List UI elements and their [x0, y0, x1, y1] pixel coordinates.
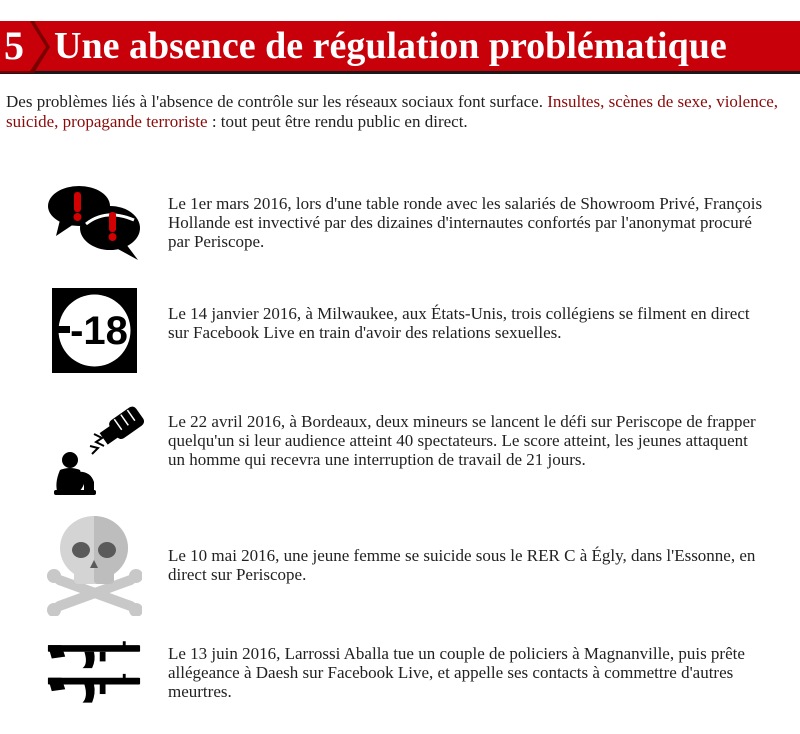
list-item: [0, 286, 800, 376]
header-shadow: [0, 71, 800, 74]
intro-paragraph: [6, 92, 786, 132]
intro-text: Des problèmes liés à l'absence de contrôle sur les réseaux sociaux font surface.: [6, 92, 548, 111]
item-text: Le 22 avril 2016, à Bordeaux, deux mineurs se lancent le défi sur Periscope de frapper quelqu'un si leur audience atteint 40 spectateurs. Le score atteint, les jeunes attaquent un homme qui recevra une interruption de travail de 21 jours.: [168, 412, 756, 469]
rifles-icon: [46, 634, 142, 708]
fist-punch-icon: [50, 404, 146, 496]
speech-bubbles-exclamation-icon: [46, 184, 142, 264]
section-header: [0, 21, 800, 74]
list-item: [0, 400, 800, 500]
item-text: Le 10 mai 2016, une jeune femme se suicide sous le RER C à Égly, dans l'Essonne, en direct sur Periscope.: [168, 546, 756, 584]
minus-18-icon: [52, 288, 137, 373]
rifle-bottom: [48, 674, 140, 703]
intro-text-after: : tout peut être rendu public en direct.: [207, 112, 468, 131]
item-text: Le 14 janvier 2016, à Milwaukee, aux États-Unis, trois collégiens se filment en direct sur Facebook Live en train d'avoir des relations sexuelles.: [168, 304, 750, 342]
rifle-top: [48, 641, 140, 668]
item-text: Le 13 juin 2016, Larrossi Aballa tue un couple de policiers à Magnanville, puis prête allégeance à Daesh sur Facebook Live, et appelle ses contacts à commettre d'autres meurtres.: [168, 644, 745, 701]
item-text: Le 1er mars 2016, lors d'une table ronde avec les salariés de Showroom Privé, François Hollande est invectivé par des dizaines d'internautes confortés par l'anonymat procuré par Periscope.: [168, 194, 763, 251]
list-item: [0, 634, 800, 714]
skull-crossbones-icon: [46, 514, 142, 616]
age-label: -18: [70, 309, 128, 353]
intro-highlight: Insultes, scènes de sexe, violence, suicide, propagande terroriste: [6, 92, 779, 131]
page-title: Une absence de régulation problématique: [54, 25, 727, 67]
list-item: [0, 180, 800, 270]
list-item: [0, 514, 800, 624]
section-number: 5: [4, 23, 24, 68]
